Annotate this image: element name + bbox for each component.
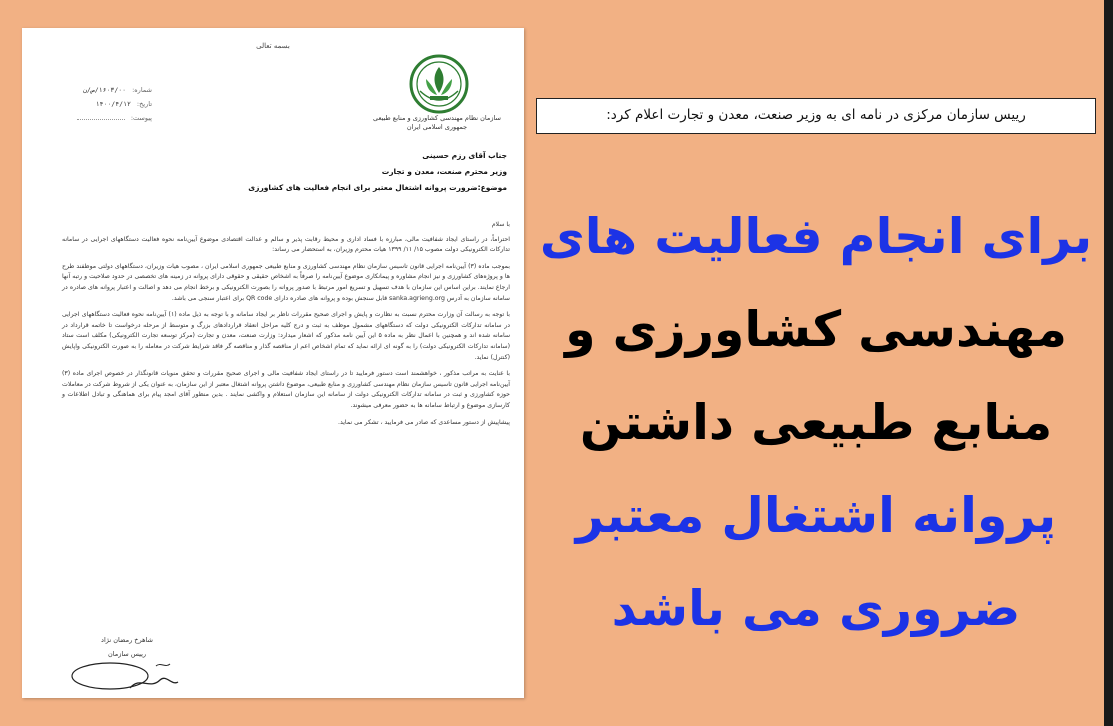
letter-address [182, 148, 507, 196]
letter-body [62, 220, 510, 434]
letter-attachment: پیوست: [40, 111, 152, 125]
headline-line-1: برای انجام فعالیت های [539, 208, 1093, 265]
greeting: با سلام [491, 221, 510, 228]
organization-logo-icon [406, 53, 472, 115]
signature-block [72, 636, 182, 696]
paragraph: با توجه به رسالت آن وزارت محترم نسبت به نظارت و پایش و اجرای صحیح مقررات ناظر بر ایجاد سامانه و با توجه به ذیل ماده (۱) آیین‌نامه نحوه فعالیت دستگاههای اجرایی در سامانه تدارکات الکترونیکی دولت که دستگاههای مشمول موظف به ثبت و درج کلیه مراحل انعقاد قراردادهای بزرگ و متوسط از مرحله درخواست تا خاتمه قرارداد در سامانه شده اند و همچنین با اعمال نظر به ماده ۵ این آیین نامه مذکور که اشعار میدارد: وزارت صنعت، معدن و تجارت (مرکز توسعه تجارت الکترونیکی) مکلف است ستاد (سامانه تدارکات الکترونیکی دولت) را به گونه ای ارائه نماید که تمام اشخاص اعم از مناقصه گذار و مناقصه گر فاقد شرایط شرکت در معامله را به صورت الکترونیکی واپایش (کنترل) نماید. [62, 311, 511, 361]
paragraph: احتراماً، در راستای ایجاد شفافیت مالی، مبارزه با فساد اداری و محیط رقابت پذیر و سالم و عدالت اقتصادی موضوع آیین‌نامه نحوه فعالیت دستگاههای اجرایی در سامانه تدارکات الکترونیکی دولت مصوب ۱۵/ ۱۱/ ۱۳۹۹ هیات محترم وزیران، به استحضار می رساند: [62, 235, 510, 254]
recipient-title: وزیر محترم صنعت، معدن و تجارت [381, 167, 507, 176]
signer-name: شاهرخ رمضان نژاد [101, 636, 153, 644]
letter-date: تاریخ: ۱۴۰۰/۴/۱۲ [95, 100, 152, 108]
paragraph: با عنایت به مراتب مذکور ، خواهشمند است دستور فرمایید تا در راستای ایجاد شفافیت مالی و اجرای صحیح مقررات و تحقق منویات قانونگذار در خصوص اجرای ماده (۳) آیین‌نامه اجرایی قانون تاسیس سازمان نظام مهندسی کشاورزی و منابع طبیعی، موضوع داشتن پروانه اشتغال معتبر از این سازمان، به عنوان یکی از شروط شرکت در معاملات حوزه کشاورزی و ثبت در سامانه تدارکات الکترونیکی دولت از سامانه این سازمان استعلام و واکشی نمایند . بدین منظور آقای امجد پیام برای هماهنگی و تبادل اطلاعات و کارسازی موضوع و ارتباط سامانه ها به حضور معرفی میشوند. [62, 370, 510, 409]
official-letter [22, 28, 524, 698]
bismillah: بسمه تعالی [256, 42, 290, 50]
edge-strip [1104, 0, 1113, 726]
signer-title: رییس سازمان [107, 650, 147, 658]
headline-line-4: پروانه اشتغال معتبر [575, 487, 1057, 544]
header-caption: رییس سازمان مرکزی در نامه ای به وزیر صنعت، معدن و تجارت اعلام کرد: [536, 98, 1096, 134]
letter-subject: موضوع:ضرورت پروانه اشتغال معتبر برای انجام فعالیت های کشاورزی [248, 183, 507, 192]
headline-line-2: مهندسی کشاورزی و [565, 301, 1067, 358]
headline-line-3: منابع طبیعی داشتن [579, 394, 1053, 451]
headline [536, 190, 1096, 655]
paragraph: بموجب ماده (۳) آیین‌نامه اجرایی قانون تاسیس سازمان نظام مهندسی کشاورزی و منابع طبیعی جمهوری اسلامی ایران ، مصوب هیات وزیران، دستگاههای دولتی موظفند طرح ها و پروژه‌های کشاورزی و نیز انجام مشاوره و پیمانکاری موضوع آیین‌نامه را صرفاً به اشخاص حقیقی و حقوقی دارای پروانه در زمینه های تخصصی در حدود صلاحیت و رتبه آنها ارجاع نمایند. براین اساس این سازمان با هدف تسهیل و تسریع امور مرتبط با صدور پروانه را بصورت الکترونیکی و برخط انجام می دهد و اصالت و اعتبار پروانه های صادره در سامانه سازمان به آدرس sanka.agrieng.org قابل سنجش بوده و پروانه های صادره دارای QR code برای اعتبار سنجی می باشد. [62, 262, 510, 302]
handwritten-signature-icon [60, 646, 190, 696]
headline-line-5: ضروری می باشد [611, 580, 1021, 637]
letter-number: شماره: ۱۶۰۳/۰۰/ص/ن [83, 86, 152, 94]
closing: پیشاپیش از دستور مساعدی که صادر می فرمایید ، تشکر می نماید. [338, 418, 510, 426]
recipient: جناب آقای رزم حسینی [422, 151, 507, 160]
organization-name: سازمان نظام مهندسی کشاورزی و منابع طبیعی جمهوری اسلامی ایران [373, 114, 501, 131]
letter-meta [40, 83, 152, 125]
